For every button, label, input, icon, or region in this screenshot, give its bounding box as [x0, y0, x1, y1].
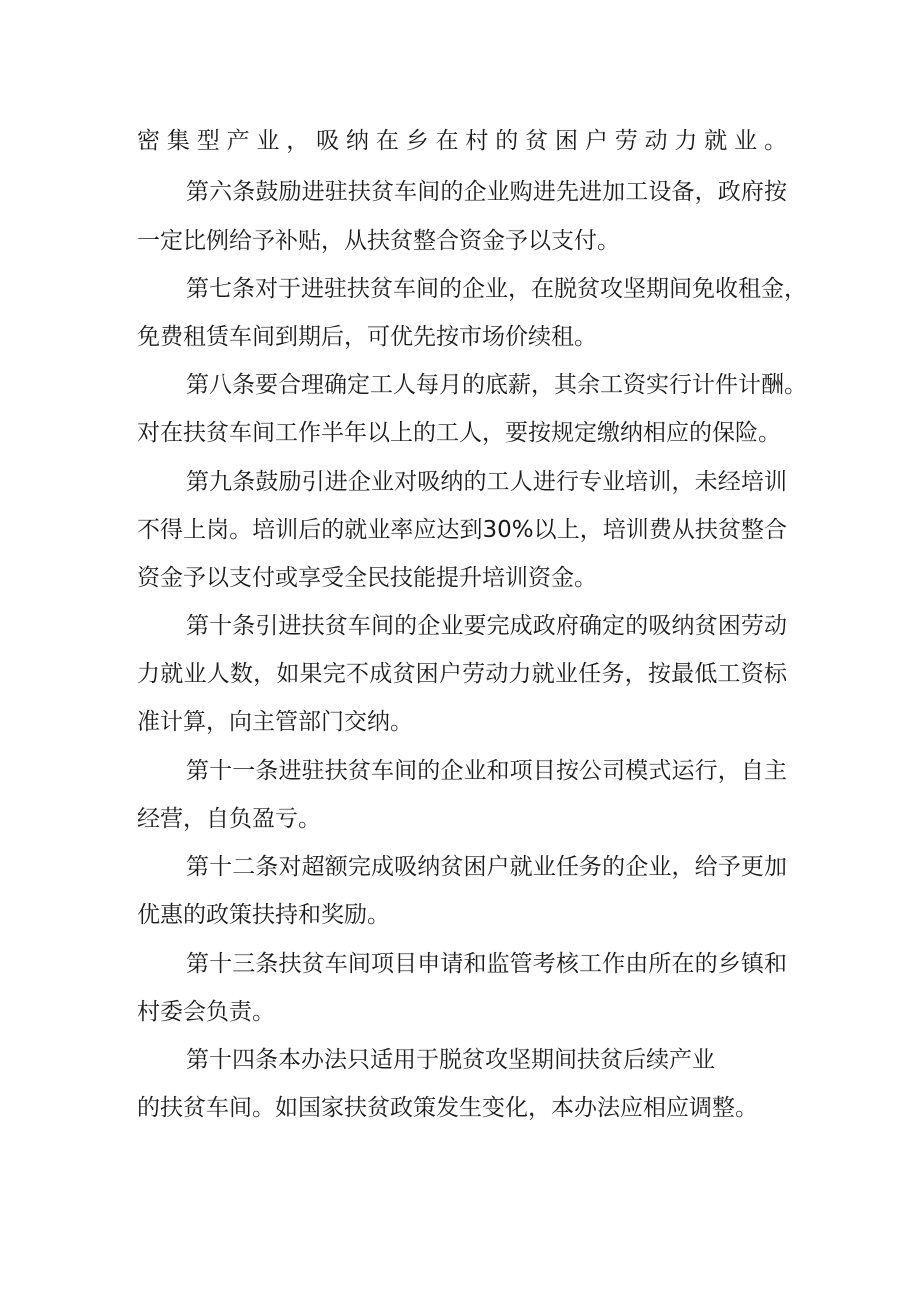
article-8-line-1: 第八条要合理确定工人每月的底薪，其余工资实行计件计酬。 — [186, 372, 807, 398]
article-7-line-1: 第七条对于进驻扶贫车间的企业，在脱贫攻坚期间免收租金， — [186, 276, 807, 302]
line-1: 密集型产业，吸纳在乡在村的贫困户劳动力就业。 — [137, 128, 787, 154]
article-6-line-2: 一定比例给予补贴，从扶贫整合资金予以支付。 — [137, 228, 620, 254]
article-13-line-1: 第十三条扶贫车间项目申请和监管考核工作由所在的乡镇和 — [186, 951, 787, 977]
article-10-line-1: 第十条引进扶贫车间的企业要完成政府确定的吸纳贫困劳动 — [186, 613, 787, 639]
article-13-line-2: 村委会负责。 — [137, 999, 275, 1025]
article-14-line-1: 第十四条本办法只适用于脱贫攻坚期间扶贫后续产业 — [186, 1047, 715, 1073]
article-9-line-3: 资金予以支付或享受全民技能提升培训资金。 — [137, 565, 597, 591]
article-7-line-2: 免费租赁车间到期后，可优先按市场价续租。 — [137, 324, 597, 350]
article-14-line-2: 的扶贫车间。如国家扶贫政策发生变化，本办法应相应调整。 — [137, 1095, 758, 1121]
article-12-line-2: 优惠的政策扶持和奖励。 — [137, 902, 390, 928]
article-6-line-1: 第六条鼓励进驻扶贫车间的企业购进先进加工设备，政府按 — [186, 179, 787, 205]
article-10-line-3: 准计算，向主管部门交纳。 — [137, 709, 413, 735]
article-9-line-2: 不得上岗。培训后的就业率应达到30%以上，培训费从扶贫整合 — [137, 517, 787, 543]
article-9-line-1: 第九条鼓励引进企业对吸纳的工人进行专业培训，未经培训 — [186, 469, 787, 495]
article-11-line-1: 第十一条进驻扶贫车间的企业和项目按公司模式运行，自主 — [186, 758, 787, 784]
article-11-line-2: 经营，自负盈亏。 — [137, 806, 321, 832]
article-8-line-2: 对在扶贫车间工作半年以上的工人，要按规定缴纳相应的保险。 — [137, 420, 781, 446]
article-12-line-1: 第十二条对超额完成吸纳贫困户就业任务的企业，给予更加 — [186, 854, 787, 880]
article-10-line-2: 力就业人数，如果完不成贫困户劳动力就业任务，按最低工资标 — [137, 661, 787, 687]
